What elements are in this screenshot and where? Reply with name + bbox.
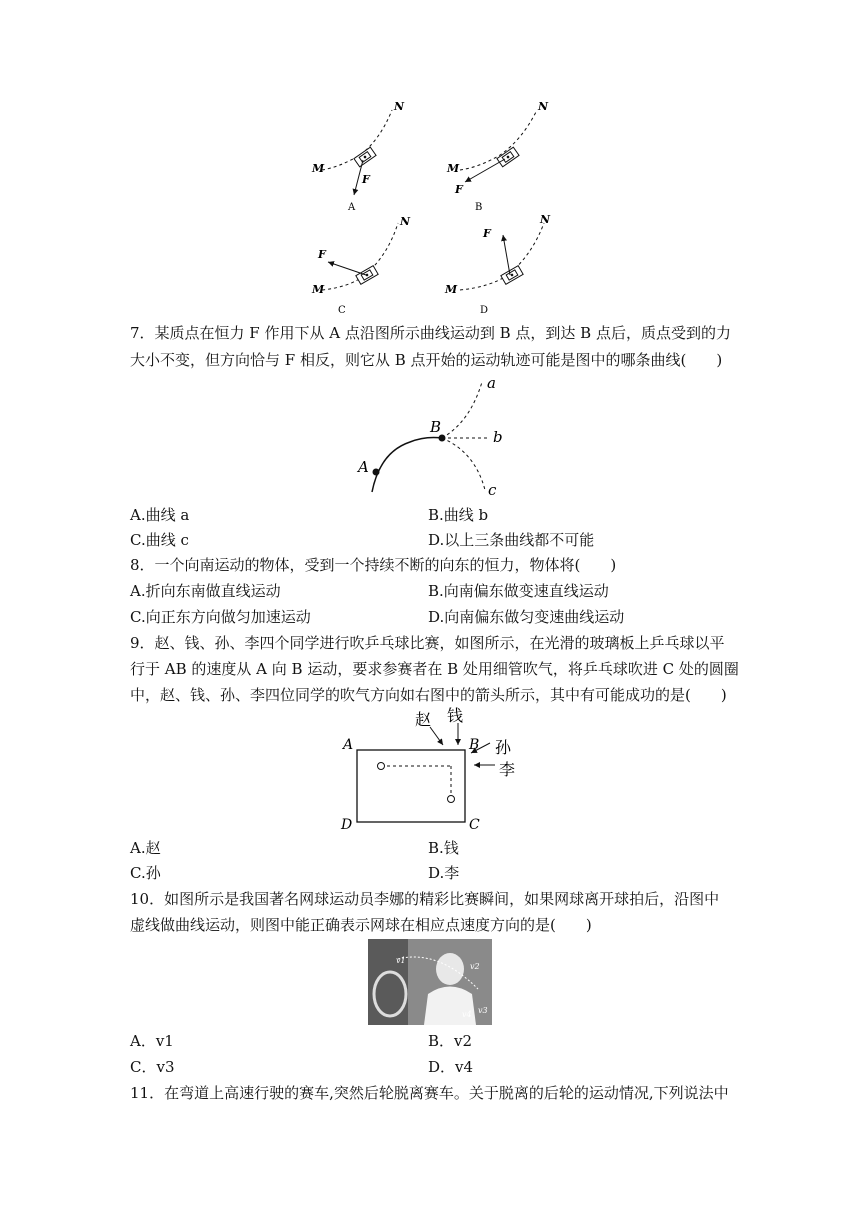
- photo-v3: v3: [478, 1006, 488, 1015]
- q9-text-line1: 9．赵、钱、孙、李四个同学进行吹乒乓球比赛，如图所示，在光滑的玻璃板上乒乓球以平: [130, 634, 725, 652]
- q7-option-b[interactable]: B.曲线 b: [428, 506, 489, 524]
- q6b-label: B: [475, 202, 483, 213]
- q9-point-b: B: [469, 737, 480, 753]
- photo-v4: v4: [462, 1010, 472, 1019]
- q6-panel-a: [311, 100, 405, 213]
- q9-label-sun: 孙: [495, 738, 512, 757]
- q8-option-d[interactable]: D.向南偏东做匀变速曲线运动: [428, 608, 625, 626]
- q6c-label: C: [338, 305, 346, 316]
- photo-v2: v2: [470, 962, 480, 971]
- q10-text-line1: 10．如图所示是我国著名网球运动员李娜的精彩比赛瞬间，如果网球离开球拍后，沿图中: [130, 890, 720, 908]
- q6c-f: F: [318, 248, 326, 261]
- q9-option-d[interactable]: D.李: [428, 864, 460, 882]
- q8-option-b[interactable]: B.向南偏东做变速直线运动: [428, 582, 609, 600]
- q9-point-a: A: [343, 737, 354, 753]
- q9-text-line3: 中，赵、钱、孙、李四位同学的吹气方向如右图中的箭头所示，其中有可能成功的是( ): [130, 686, 727, 704]
- q9-option-c[interactable]: C.孙: [130, 864, 161, 882]
- q10-option-a[interactable]: A．v1: [130, 1032, 174, 1050]
- q6d-label: D: [480, 305, 489, 316]
- q6d-m: M: [445, 283, 458, 296]
- q9-point-d: D: [341, 817, 353, 833]
- tennis-photo: [368, 939, 492, 1025]
- q7-text-line1: 7．某质点在恒力 F 作用下从 A 点沿图所示曲线运动到 B 点，到达 B 点后，质点受到的力: [130, 324, 731, 342]
- q7-point-b: B: [430, 418, 442, 436]
- q11-text-line1: 11．在弯道上高速行驶的赛车,突然后轮脱离赛车。关于脱离的后轮的运动情况,下列说法中: [130, 1084, 729, 1102]
- q9-option-a[interactable]: A.赵: [130, 839, 161, 857]
- q6a-label: A: [348, 202, 356, 213]
- q6d-f: F: [483, 227, 491, 240]
- photo-v1: v1: [396, 956, 406, 965]
- q7-figure: [350, 372, 520, 502]
- q6c-n: N: [400, 215, 411, 228]
- q8-option-c[interactable]: C.向正东方向做匀加速运动: [130, 608, 311, 626]
- q6-panel-b: [446, 100, 549, 213]
- q8-text: 8．一个向南运动的物体，受到一个持续不断的向东的恒力，物体将( ): [130, 556, 617, 574]
- q6d-n: N: [540, 213, 551, 226]
- q9-figure: [335, 705, 535, 833]
- q6a-f: F: [362, 173, 370, 186]
- q10-option-b[interactable]: B．v2: [428, 1032, 473, 1050]
- q6c-m: M: [312, 283, 325, 296]
- q10-option-d[interactable]: D．v4: [428, 1058, 474, 1076]
- q6b-n: N: [538, 100, 549, 113]
- q7-label-b: b: [493, 428, 503, 446]
- q9-point-c: C: [469, 817, 480, 833]
- q6b-f: F: [455, 183, 463, 196]
- q10-option-c[interactable]: C．v3: [130, 1058, 175, 1076]
- q6-panel-d: [444, 213, 551, 316]
- q7-text-line2: 大小不变，但方向恰与 F 相反，则它从 B 点开始的运动轨迹可能是图中的哪条曲线( ): [130, 351, 723, 369]
- q9-text-line2: 行于 AB 的速度从 A 向 B 运动，要求参赛者在 B 处用细管吹气，将乒乓球吹进 C 处的圆圈: [130, 660, 739, 678]
- q9-option-b[interactable]: B.钱: [428, 839, 459, 857]
- q7-label-a: a: [487, 374, 496, 392]
- q6b-m: M: [447, 162, 460, 175]
- q10-text-line2: 虚线做曲线运动，则图中能正确表示网球在相应点速度方向的是( ): [130, 916, 592, 934]
- q7-point-a: A: [358, 458, 369, 476]
- q6-panel-c: [311, 215, 411, 316]
- q7-option-c[interactable]: C.曲线 c: [130, 531, 189, 549]
- q9-label-zhao: 赵: [415, 710, 432, 729]
- q9-label-li: 李: [499, 760, 516, 779]
- q7-option-d[interactable]: D.以上三条曲线都不可能: [428, 531, 595, 549]
- q8-option-a[interactable]: A.折向东南做直线运动: [130, 582, 281, 600]
- q7-option-a[interactable]: A.曲线 a: [130, 506, 190, 524]
- q7-label-c: c: [488, 481, 497, 499]
- q6-figure: [300, 95, 580, 320]
- q6a-m: M: [312, 162, 325, 175]
- q6a-n: N: [394, 100, 405, 113]
- q9-label-qian: 钱: [447, 706, 464, 725]
